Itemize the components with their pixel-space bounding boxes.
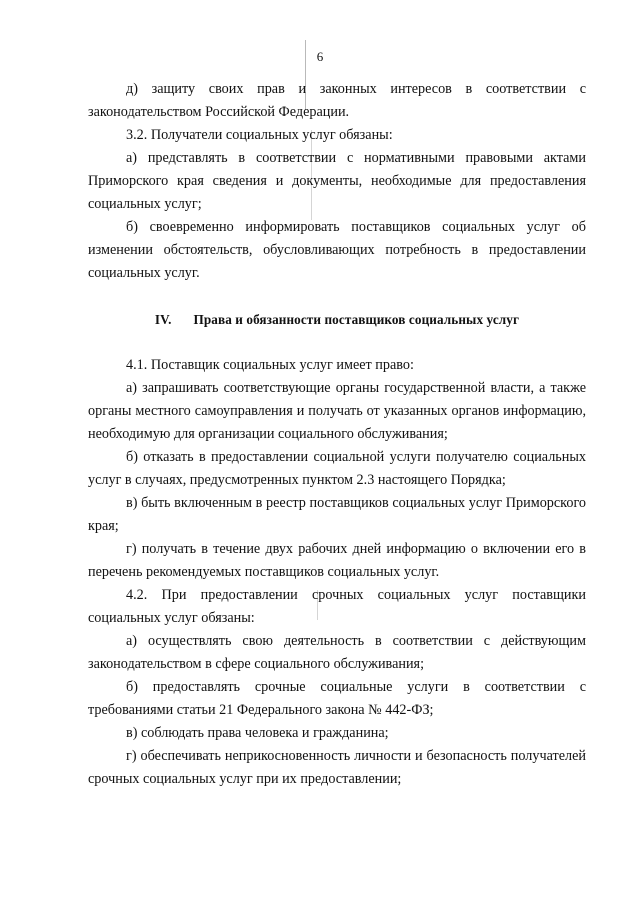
- paragraph-4-1-a: а) запрашивать соответствующие органы государственной власти, а также органы местного самоуправления и получать от указанных органов информацию, необходимую для организации социального обслуживания;: [88, 380, 586, 442]
- paragraph-4-1: 4.1. Поставщик социальных услуг имеет право:: [126, 357, 414, 373]
- paragraph-3-2: 3.2. Получатели социальных услуг обязаны:: [126, 127, 393, 143]
- section-number: IV.: [154, 312, 172, 327]
- paragraph-3-2-b: б) своевременно информировать поставщиков социальных услуг об изменении обстоятельств, обусловливающих потребность в предоставлении социальных услуг.: [88, 219, 586, 281]
- section-title: Права и обязанности поставщиков социальных услуг: [193, 312, 520, 327]
- page-number: 6: [316, 49, 324, 64]
- paragraph-rights-protection: д) защиту своих прав и законных интересов в соответствии с законодательством Российской Федерации.: [88, 81, 586, 120]
- paragraph-3-2-a: а) представлять в соответствии с нормативными правовыми актами Приморского края сведения и документы, необходимые для предоставления социальных услуг;: [88, 150, 586, 212]
- paragraph-4-1-g: г) получать в течение двух рабочих дней информацию о включении его в перечень рекомендуемых поставщиков социальных услуг.: [88, 541, 586, 580]
- document-body: [88, 78, 586, 791]
- paragraph-4-1-b: б) отказать в предоставлении социальной услуги получателю социальных услуг в случаях, предусмотренных пунктом 2.3 настоящего Порядка;: [88, 449, 586, 488]
- section-heading: [88, 308, 586, 331]
- paragraph-4-2: 4.2. При предоставлении срочных социальных услуг поставщики социальных услуг обязаны:: [88, 587, 586, 626]
- paragraph-4-2-b: б) предоставлять срочные социальные услуги в соответствии с требованиями статьи 21 Федерального закона № 442-ФЗ;: [88, 679, 586, 718]
- paragraph-4-2-g: г) обеспечивать неприкосновенность личности и безопасность получателей срочных социальных услуг при их предоставлении;: [88, 748, 586, 787]
- paragraph-4-1-v: в) быть включенным в реестр поставщиков социальных услуг Приморского края;: [88, 495, 586, 534]
- paragraph-4-2-v: в) соблюдать права человека и гражданина;: [126, 725, 389, 741]
- paragraph-4-2-a: а) осуществлять свою деятельность в соответствии с действующим законодательством в сфере социального обслуживания;: [88, 633, 586, 672]
